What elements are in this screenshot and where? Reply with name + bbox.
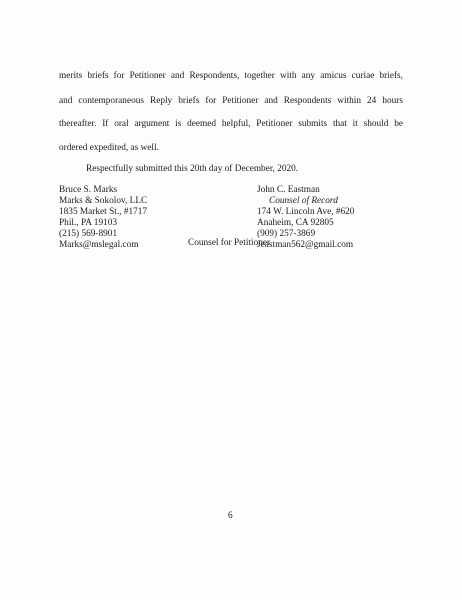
page-number: 6 — [228, 511, 233, 521]
right-signature-block — [257, 185, 354, 251]
left-signer-email: Marks@mslegal.com — [59, 240, 139, 250]
body-line-2: and contemporaneous Reply briefs for Petitioner and Respondents within 24 hours — [59, 96, 403, 106]
right-signer-role: Counsel of Record — [269, 196, 338, 206]
submission-line: Respectfully submitted this 20th day of December, 2020. — [86, 164, 299, 174]
left-signer-name: Bruce S. Marks — [59, 185, 118, 195]
right-signer-city: Anaheim, CA 92805 — [257, 218, 334, 228]
right-signer-email: Jeastman562@gmail.com — [257, 240, 354, 250]
body-line-3: thereafter. If oral argument is deemed helpful, Petitioner submits that it should be — [59, 119, 403, 129]
body-line-1: merits briefs for Petitioner and Respondents, together with any amicus curiae briefs, — [59, 71, 403, 81]
body-line-4: ordered expedited, as well. — [59, 143, 159, 153]
left-signer-phone: (215) 569-8901 — [59, 229, 118, 239]
left-signer-city: Phil., PA 19103 — [59, 218, 118, 228]
left-signer-firm: Marks & Sokolov, LLC — [59, 196, 148, 206]
right-signer-phone: (909) 257-3869 — [257, 229, 316, 239]
left-signature-block — [59, 185, 147, 251]
counsel-for-label: Counsel for Petitioner — [188, 238, 271, 248]
right-signer-street: 174 W. Lincoln Ave, #620 — [257, 207, 355, 217]
left-signer-street: 1835 Market St., #1717 — [59, 207, 148, 217]
right-signer-name: John C. Eastman — [257, 185, 320, 195]
